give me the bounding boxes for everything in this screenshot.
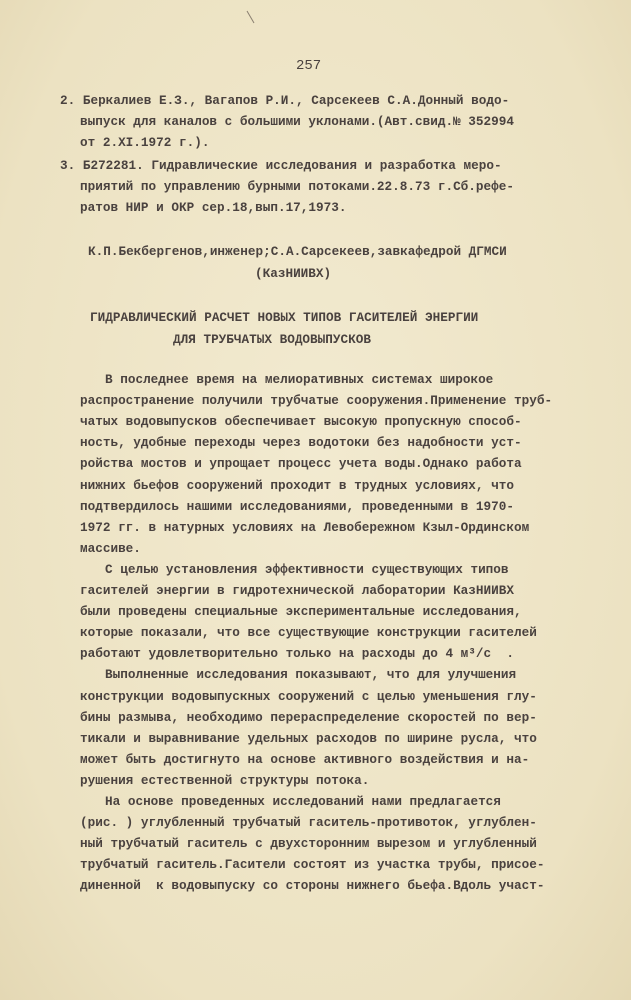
body-line: тикали и выравнивание удельных расходов по ширине русла, что [80, 730, 537, 746]
article-title-line: ДЛЯ ТРУБЧАТЫХ ВОДОВЫПУСКОВ [173, 332, 371, 347]
body-line: которые показали, что все существующие конструкции гасителей [80, 625, 537, 641]
body-line: гасителей энергии в гидротехнической лаборатории КазНИИВХ [80, 583, 514, 598]
body-line: диненной к водовыпуску со стороны нижнего бьефа.Вдоль участ- [80, 878, 545, 894]
page-number: 257 [296, 58, 322, 74]
reference-line: 3. Б272281. Гидравлические исследования и разработка меро- [60, 158, 502, 173]
body-line: трубчатый гаситель.Гасители состоят из участка трубы, присое- [80, 857, 545, 873]
body-line: ный трубчатый гаситель с двухсторонним вырезом и углубленный [80, 836, 537, 852]
body-line: массиве. [80, 540, 141, 556]
body-line: работают удовлетворительно только на расходы до 4 м³/с . [80, 646, 514, 662]
body-line: 1972 гг. в натурных условиях на Левобережном Кзыл-Ординском [80, 519, 530, 535]
article-title-line: ГИДРАВЛИЧЕСКИЙ РАСЧЕТ НОВЫХ ТИПОВ ГАСИТЕЛЕЙ ЭНЕРГИИ [90, 310, 479, 325]
reference-line: 2. Беркалиев Е.З., Вагапов Р.И., Сарсекеев С.А.Донный водо- [60, 93, 510, 108]
body-line: конструкции водовыпускных сооружений с целью уменьшения глу- [80, 688, 537, 704]
body-line: С целью установления эффективности существующих типов [105, 561, 509, 577]
body-line: рушения естественной структуры потока. [80, 772, 370, 788]
body-line: может быть достигнуто на основе активного воздействия и на- [80, 751, 530, 767]
body-line: На основе проведенных исследований нами предлагается [105, 794, 501, 809]
body-line: распространение получили трубчатые сооружения.Применение труб- [80, 393, 553, 409]
body-line: нижних бьефов сооружений проходит в трудных условиях, что [80, 477, 514, 493]
body-line: чатых водовыпусков обеспечивает высокую пропускную способ- [80, 414, 522, 430]
reference-line: от 2.XI.1972 г.). [80, 135, 210, 150]
reference-line: ратов НИР и ОКР сер.18,вып.17,1973. [80, 200, 347, 215]
body-line: (рис. ) углубленный трубчатый гаситель-противоток, углублен- [80, 815, 537, 831]
reference-line: приятий по управлению бурными потоками.22.8.73 г.Сб.рефе- [80, 179, 514, 194]
body-line: ность, удобные переходы через водотоки без надобности уст- [80, 435, 522, 451]
body-line: ройства мостов и упрощает процесс учета воды.Однако работа [80, 456, 522, 472]
reference-line: выпуск для каналов с большими уклонами.(Авт.свид.№ 352994 [80, 114, 514, 129]
body-line: бины размыва, необходимо перераспределение скоростей по вер- [80, 709, 537, 725]
body-line: подтвердилось нашими исследованиями, проведенными в 1970- [80, 498, 514, 514]
body-line: были проведены специальные экспериментальные исследования, [80, 604, 522, 620]
body-line: В последнее время на мелиоративных системах широкое [105, 372, 494, 387]
author-line: К.П.Бекбергенов,инженер;С.А.Сарсекеев,завкафедрой ДГМСИ [88, 244, 507, 259]
body-line: Выполненные исследования показывают, что для улучшения [105, 667, 517, 683]
author-affiliation: (КазНИИВХ) [255, 266, 332, 281]
